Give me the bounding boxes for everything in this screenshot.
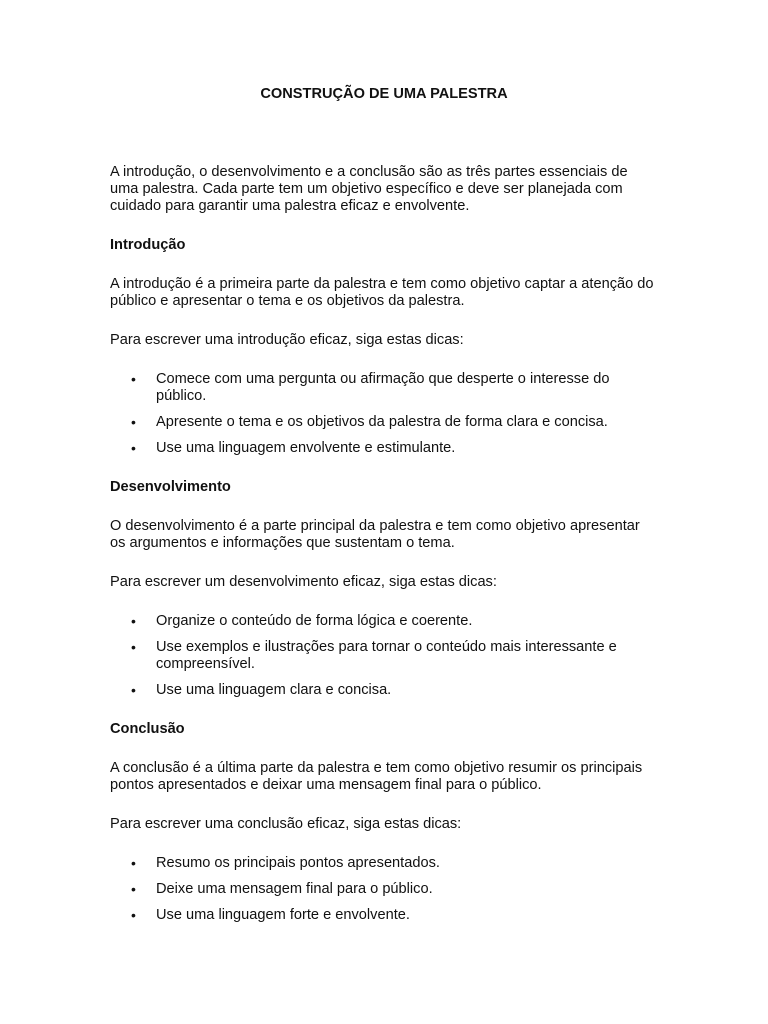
section-heading-introducao: Introdução	[110, 237, 186, 253]
section-paragraph: A introdução é a primeira parte da palestra e tem como objetivo captar a atenção do público e apresentar o tema e os objetivos da palestra.	[110, 276, 654, 309]
section-heading-desenvolvimento: Desenvolvimento	[110, 479, 231, 495]
bullet-icon: •	[131, 371, 136, 387]
list-item-text: Comece com uma pergunta ou afirmação que desperte o interesse do público.	[156, 371, 610, 404]
list-item-text: Use exemplos e ilustrações para tornar o conteúdo mais interessante e compreensível.	[156, 639, 617, 672]
list-item-text: Use uma linguagem clara e concisa.	[156, 682, 392, 698]
list-item	[110, 639, 658, 673]
bullet-list-desenvolvimento	[110, 613, 658, 699]
list-item	[110, 613, 658, 630]
document-body	[110, 164, 658, 946]
bullet-icon: •	[131, 639, 136, 655]
page-title: CONSTRUÇÃO DE UMA PALESTRA	[260, 86, 508, 102]
list-item	[110, 440, 658, 457]
section-paragraph: Para escrever uma conclusão eficaz, siga estas dicas:	[110, 816, 462, 832]
list-item-text: Apresente o tema e os objetivos da palestra de forma clara e concisa.	[156, 414, 608, 430]
list-item	[110, 371, 658, 405]
list-item	[110, 855, 658, 872]
section-paragraph: O desenvolvimento é a parte principal da palestra e tem como objetivo apresentar os argumentos e informações que sustentam o tema.	[110, 518, 640, 551]
bullet-icon: •	[131, 682, 136, 698]
list-item-text: Use uma linguagem forte e envolvente.	[156, 907, 410, 923]
intro-paragraph: A introdução, o desenvolvimento e a conclusão são as três partes essenciais de uma palestra. Cada parte tem um objetivo específico e deve ser planejada com cuidado para garantir uma palestra eficaz e envolvente.	[110, 164, 628, 214]
list-item	[110, 414, 658, 431]
section-heading-conclusao: Conclusão	[110, 721, 185, 737]
bullet-icon: •	[131, 414, 136, 430]
bullet-icon: •	[131, 440, 136, 456]
list-item	[110, 907, 658, 924]
list-item-text: Deixe uma mensagem final para o público.	[156, 881, 433, 897]
section-paragraph: Para escrever um desenvolvimento eficaz, siga estas dicas:	[110, 574, 497, 590]
section-paragraph: Para escrever uma introdução eficaz, siga estas dicas:	[110, 332, 464, 348]
bullet-icon: •	[131, 855, 136, 871]
list-item-text: Use uma linguagem envolvente e estimulante.	[156, 440, 456, 456]
bullet-icon: •	[131, 881, 136, 897]
bullet-icon: •	[131, 907, 136, 923]
list-item-text: Resumo os principais pontos apresentados.	[156, 855, 440, 871]
list-item	[110, 682, 658, 699]
bullet-list-introducao	[110, 371, 658, 457]
bullet-icon: •	[131, 613, 136, 629]
section-paragraph: A conclusão é a última parte da palestra e tem como objetivo resumir os principais pontos apresentados e deixar uma mensagem final para o público.	[110, 760, 643, 793]
list-item	[110, 881, 658, 898]
list-item-text: Organize o conteúdo de forma lógica e coerente.	[156, 613, 473, 629]
bullet-list-conclusao	[110, 855, 658, 924]
